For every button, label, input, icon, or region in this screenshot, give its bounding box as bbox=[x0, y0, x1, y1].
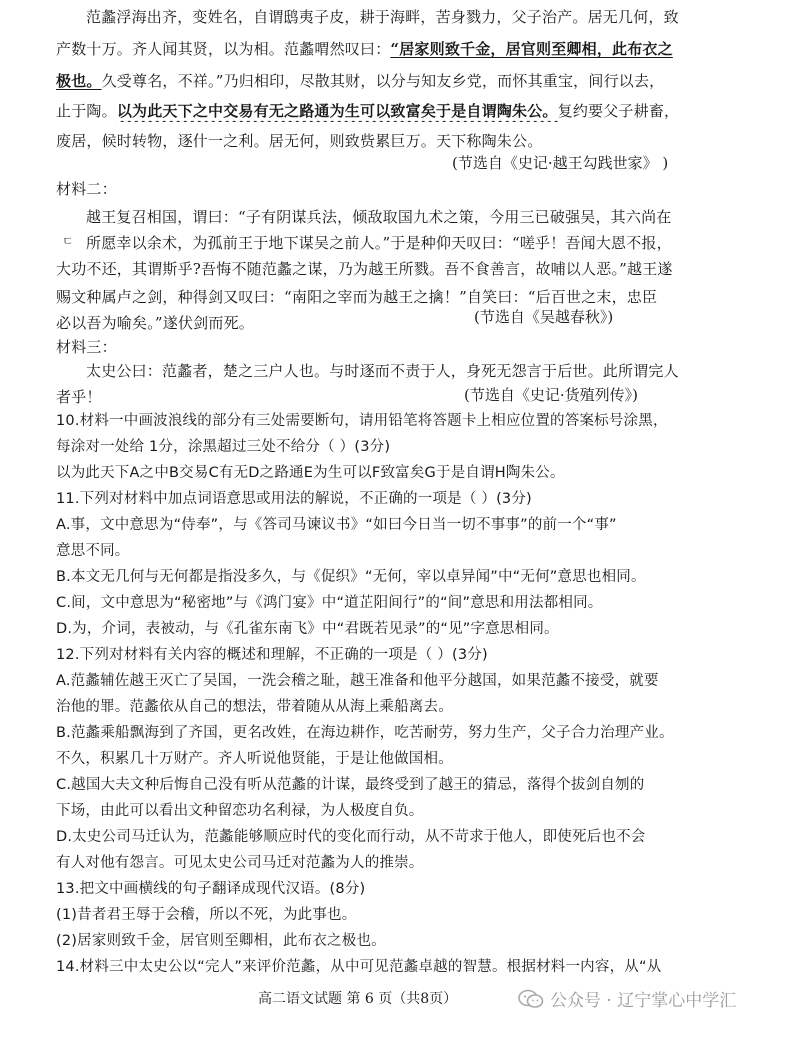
passage1-line5: 废居，候时转物，逐什一之利。居无何，则致赀累巨万。天下称陶朱公。 bbox=[56, 132, 543, 150]
q11-option-a-line2: 意思不同。 bbox=[56, 543, 130, 559]
q12-stem: 12.下列对材料有关内容的概述和理解，不正确的一项是（ ）(3分) bbox=[56, 647, 488, 663]
q11-option-d: D.为，介词，表被动，与《孔雀东南飞》中“君既若见录”的“见”字意思相同。 bbox=[56, 621, 559, 637]
material2-line3: 大功不还，其谓斯乎?吾悔不随范蠡之谋，乃为越王所戮。吾不食善言，故哺以人恶。”越王遂 bbox=[56, 260, 673, 278]
passage1-line3a: 极也。 bbox=[56, 72, 102, 90]
page-footer: 高二语文试题 第 6 页（共8页） bbox=[258, 991, 458, 1007]
q13-item2: (2)居家则致千金，居官则至卿相，此布衣之极也。 bbox=[56, 933, 386, 949]
q11-option-c: C.间，文中意思为“秘密地”与《鸿门宴》中“道芷阳间行”的“间”意思和用法都相同。 bbox=[56, 595, 603, 611]
wechat-icon bbox=[518, 989, 544, 1009]
q12-option-a-line2: 治他的罪。范蠡依从自己的想法，带着随从从海上乘船离去。 bbox=[56, 699, 453, 715]
passage1-line1: 范蠡浮海出齐，变姓名，自谓鸱夷子皮，耕于海畔，苦身戮力，父子治产。居无几何，致 bbox=[86, 8, 679, 26]
q10-line3: 以为此天下A之中B交易C有无D之路通E为生可以F致富矣G于是自谓H陶朱公。 bbox=[56, 465, 565, 481]
q11-option-a-line1: A.事，文中意思为“侍奉”，与《答司马谏议书》“如曰今日当一切不事事”的前一个“事” bbox=[56, 517, 617, 533]
q12-option-c-line2: 下场，由此可以看出文种留恋功名利禄，为人极度自负。 bbox=[56, 803, 424, 819]
q12-option-d-line2: 有人对他有怨言。可见太史公司马迁对范蠡为人的推崇。 bbox=[56, 855, 424, 871]
passage1-line4 bbox=[56, 100, 679, 122]
passage1-line4c: 复约要父子耕畜， bbox=[557, 102, 680, 120]
material2-line4: 赐文种属卢之剑，种得剑又叹曰：“南阳之宰而为越王之擒！”自笑曰：“后百世之末，忠臣 bbox=[56, 288, 658, 306]
q12-option-d-line1: D.太史公司马迁认为，范蠡能够顺应时代的变化而行动，从不苛求于他人，即使死后也不会 bbox=[56, 829, 646, 845]
material3-source: (节选自《史记·货殖列传》) bbox=[464, 386, 638, 404]
passage1-line2a: 产数十万。齐人闻其贤，以为相。范蠡喟然叹曰： bbox=[56, 40, 391, 58]
passage1-line2b: “居家则致千金，居官则至卿相，此布衣之 bbox=[390, 40, 673, 58]
q12-option-c-line1: C.越国大夫文种后悔自己没有听从范蠡的计谋，最终受到了越王的猜忌，落得个拔剑自刎的 bbox=[56, 777, 645, 793]
material3-label: 材料三： bbox=[56, 338, 117, 356]
q12-option-a-line1: A.范蠡辅佐越王灭亡了吴国，一洗会稽之耻，越王准备和他平分越国，如果范蠡不接受，就要 bbox=[56, 673, 659, 689]
q12-option-b-line2: 不久，积累几十万财产。齐人听说他贤能，于是让他做国相。 bbox=[56, 751, 453, 767]
passage1-wavy-sentence: 以为此天下之中交易有无之路通为生可以致富矣于是自谓陶朱公。 bbox=[116, 102, 558, 120]
q13-item1: (1)昔者君王辱于会稽，所以不死，为此事也。 bbox=[56, 907, 357, 923]
q10-line1: 10.材料一中画波浪线的部分有三处需要断句，请用铅笔将答题卡上相应位置的答案标号涂黑， bbox=[56, 413, 668, 429]
watermark bbox=[518, 986, 736, 1011]
material2-line2: 所愿幸以余术，为孤前王于地下谋吴之前人。”于是种仰天叹曰：“嗟乎！吾闻大恩不报， bbox=[86, 234, 672, 252]
q10-line2: 每涂对一处给 1分，涂黑超过三处不给分（ ）(3分) bbox=[56, 439, 391, 455]
q11-stem: 11.下列对材料中加点词语意思或用法的解说，不正确的一项是（ ）(3分) bbox=[56, 491, 532, 507]
material2-label: 材料二： bbox=[56, 180, 117, 198]
material2-source: (节选自《吴越春秋》) bbox=[474, 308, 614, 326]
watermark-text: 公众号 · 辽宁掌心中学汇 bbox=[550, 991, 737, 1011]
material2-line1: 越王复召相国，谓曰：“子有阴谋兵法，倾敌取国九术之策，今用三已破强吴，其六尚在 bbox=[86, 208, 672, 226]
passage1-line4a: 止于陶。 bbox=[56, 102, 117, 120]
passage1-line3b: 久受尊名，不祥。”乃归相印，尽散其财，以分与知友乡党，而怀其重宝，间行以去， bbox=[101, 72, 665, 90]
q12-option-b-line1: B.范蠡乘船飘海到了齐国，更名改姓，在海边耕作，吃苦耐劳，努力生产，父子合力治理产业。 bbox=[56, 725, 674, 741]
q13-stem: 13.把文中画横线的句子翻译成现代汉语。(8分) bbox=[56, 881, 366, 897]
margin-mark: ㄷ bbox=[62, 234, 74, 248]
material3-line2: 者乎！ bbox=[56, 388, 102, 406]
passage1-line2 bbox=[56, 38, 673, 60]
q14-stem: 14.材料三中太史公以“完人”来评价范蠡，从中可见范蠡卓越的智慧。根据材料一内容，从“从 bbox=[56, 959, 662, 975]
q11-option-b: B.本文无几何与无何都是指没多久，与《促织》“无何，宰以卓异闻”中“无何”意思也相同。 bbox=[56, 569, 646, 585]
material3-line1: 太史公曰：范蠡者，楚之三户人也。与时逐而不责于人，身死无怨言于后世。此所谓完人 bbox=[86, 362, 679, 380]
material2-line5: 必以吾为喻矣。”遂伏剑而死。 bbox=[56, 314, 254, 332]
passage1-source: (节选自《史记·越王勾践世家》 ) bbox=[452, 154, 669, 172]
passage1-line3 bbox=[56, 70, 664, 92]
